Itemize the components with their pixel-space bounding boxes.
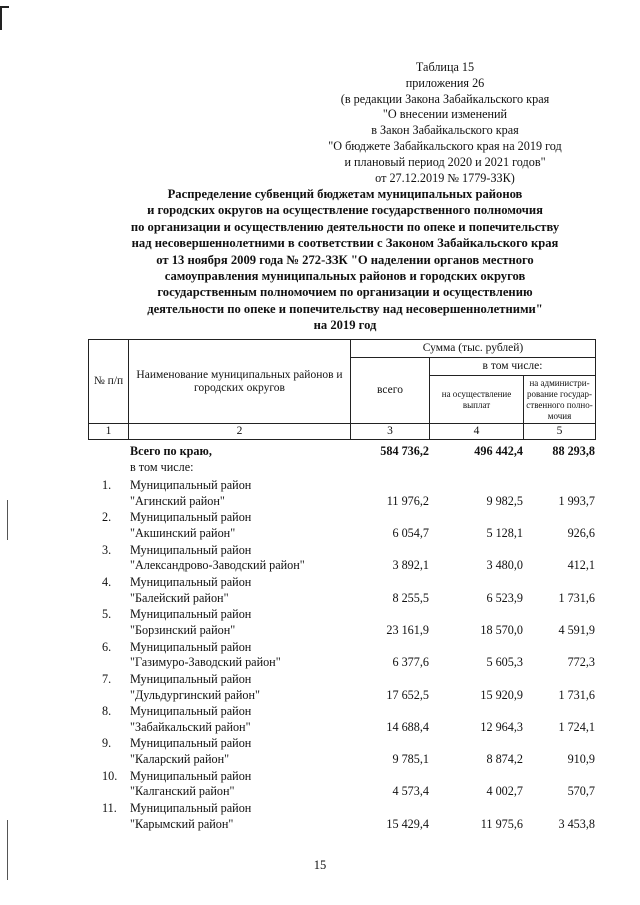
row-name: "Забайкальский район" <box>130 719 251 734</box>
table-row <box>88 704 595 736</box>
row-number: 11. <box>102 801 117 815</box>
row-name: "Борзинский район" <box>130 622 236 637</box>
total-payments-value: 496 442,4 <box>474 444 523 458</box>
row-type: Муниципальный район <box>130 768 252 783</box>
row-admin: 412,1 <box>567 558 595 573</box>
row-name: "Каларский район" <box>130 752 230 767</box>
table-row <box>88 801 595 833</box>
row-name: "Агинский район" <box>130 493 225 508</box>
table-row <box>88 543 595 575</box>
row-admin: 1 731,6 <box>558 590 595 605</box>
col-payments-header: на осуществление выплат <box>430 376 524 424</box>
row-admin: 926,6 <box>567 526 595 541</box>
row-total: 8 255,5 <box>392 590 429 605</box>
row-total: 3 892,1 <box>392 558 429 573</box>
header-line: "О внесении изменений <box>382 107 508 122</box>
page-number: 15 <box>313 858 327 872</box>
col-num-header: № п/п <box>89 340 129 424</box>
table-row <box>88 575 595 607</box>
header-line: приложения 26 <box>405 75 485 90</box>
title-line: от 13 ноября 2009 года № 272-ЗЗК "О наделении органов местного <box>156 252 534 267</box>
row-admin: 4 591,9 <box>558 622 595 637</box>
row-type: Муниципальный район <box>130 607 252 622</box>
row-name: "Дульдургинский район" <box>130 687 260 702</box>
row-total: 4 573,4 <box>392 784 429 799</box>
row-payments: 8 874,2 <box>486 752 523 767</box>
row-type: Муниципальный район <box>130 510 252 525</box>
title-line: и городских округов на осуществление государственного полномочия <box>147 203 543 218</box>
col-number-cell: 4 <box>430 424 524 440</box>
title-line: над несовершеннолетними в соответствии с Законом Забайкальского края <box>131 236 559 251</box>
row-type: Муниципальный район <box>130 801 252 815</box>
row-admin: 3 453,8 <box>558 816 595 831</box>
row-total: 17 652,5 <box>386 687 429 702</box>
table-row <box>88 672 595 704</box>
row-name: "Акшинский район" <box>130 526 236 541</box>
row-number: 1. <box>102 478 112 492</box>
scan-edge-mark <box>7 500 8 540</box>
row-total: 11 976,2 <box>386 493 429 508</box>
header-line: в Закон Забайкальского края <box>371 123 519 138</box>
table-header <box>88 339 596 440</box>
row-number: 7. <box>102 671 112 686</box>
row-name: "Газимуро-Заводский район" <box>130 655 281 670</box>
row-admin: 1 731,6 <box>558 687 595 702</box>
table-row <box>88 607 595 639</box>
row-number: 8. <box>102 704 112 719</box>
row-total: 14 688,4 <box>386 719 429 734</box>
row-type: Муниципальный район <box>130 704 252 719</box>
row-admin: 1 993,7 <box>558 493 595 508</box>
row-total: 9 785,1 <box>392 752 429 767</box>
col-name-header: Наименование муниципальных районов и городских округов <box>129 340 351 424</box>
header-line: "О бюджете Забайкальского края на 2019 год <box>328 138 562 153</box>
row-total: 6 054,7 <box>392 526 429 541</box>
row-total: 15 429,4 <box>386 816 429 831</box>
title-line: Распределение субвенций бюджетам муниципальных районов <box>167 187 523 201</box>
row-name: "Балейский район" <box>130 590 229 605</box>
row-payments: 3 480,0 <box>486 558 523 573</box>
row-type: Муниципальный район <box>130 542 252 557</box>
row-type: Муниципальный район <box>130 639 252 654</box>
row-number: 9. <box>102 736 112 751</box>
row-payments: 6 523,9 <box>486 590 523 605</box>
title-line: на 2019 год <box>313 318 377 333</box>
row-payments: 5 128,1 <box>486 526 523 541</box>
row-payments: 4 002,7 <box>486 784 523 799</box>
col-number-cell: 5 <box>524 424 596 440</box>
row-number: 4. <box>102 574 112 589</box>
title-line: по организации и осуществлению деятельности по опеке и попечительству <box>130 219 560 234</box>
title-line: государственным полномочием по организации и осуществлению <box>157 285 533 300</box>
row-payments: 9 982,5 <box>486 493 523 508</box>
row-payments: 5 605,3 <box>486 655 523 670</box>
title-line: самоуправления муниципальных районов и городских округов <box>164 269 526 284</box>
table-row <box>88 736 595 768</box>
table-row <box>88 478 595 510</box>
row-type: Муниципальный район <box>130 736 252 751</box>
row-total: 23 161,9 <box>386 622 429 637</box>
header-line: Таблица 15 <box>415 60 475 74</box>
row-admin: 910,9 <box>567 752 595 767</box>
table-header-note <box>300 60 590 186</box>
row-admin: 772,3 <box>567 655 595 670</box>
col-number-cell: 2 <box>129 424 351 440</box>
col-total-header: всего <box>351 358 430 424</box>
row-admin: 1 724,1 <box>558 719 595 734</box>
total-all-value: 584 736,2 <box>380 444 429 458</box>
row-type: Муниципальный район <box>130 671 252 686</box>
row-type: Муниципальный район <box>130 574 252 589</box>
row-number: 3. <box>102 542 112 557</box>
row-payments: 12 964,3 <box>480 719 523 734</box>
col-number-cell: 3 <box>351 424 430 440</box>
document-title <box>100 186 590 334</box>
row-admin: 570,7 <box>567 784 595 799</box>
header-line: от 27.12.2019 № 1779-ЗЗК) <box>375 170 515 185</box>
title-line: деятельности по опеке и попечительству над несовершеннолетними" <box>147 301 543 316</box>
row-number: 5. <box>102 607 112 622</box>
including-label: в том числе: <box>130 460 194 474</box>
row-number: 10. <box>102 768 118 783</box>
scan-corner-mark <box>0 6 9 30</box>
table-row <box>88 510 595 542</box>
row-name: "Карымский район" <box>130 816 234 831</box>
total-label: Всего по краю, <box>130 444 212 458</box>
col-sum-header: Сумма (тыс. рублей) <box>351 340 596 358</box>
row-payments: 15 920,9 <box>480 687 523 702</box>
row-name: "Александрово-Заводский район" <box>130 558 305 573</box>
table-row <box>88 769 595 801</box>
col-admin-header: на администри-рование государ-ственного полно-мочия <box>524 376 596 424</box>
table-row <box>88 640 595 672</box>
row-payments: 11 975,6 <box>480 816 523 831</box>
row-type: Муниципальный район <box>130 478 252 492</box>
row-payments: 18 570,0 <box>480 622 523 637</box>
header-line: (в редакции Закона Забайкальского края <box>340 91 550 106</box>
row-name: "Калганский район" <box>130 784 235 799</box>
total-admin-value: 88 293,8 <box>552 444 595 458</box>
col-number-cell: 1 <box>89 424 129 440</box>
row-number: 2. <box>102 510 112 525</box>
col-including-header: в том числе: <box>430 358 596 376</box>
header-line: и плановый период 2020 и 2021 годов" <box>344 154 546 169</box>
row-number: 6. <box>102 639 112 654</box>
row-total: 6 377,6 <box>392 655 429 670</box>
